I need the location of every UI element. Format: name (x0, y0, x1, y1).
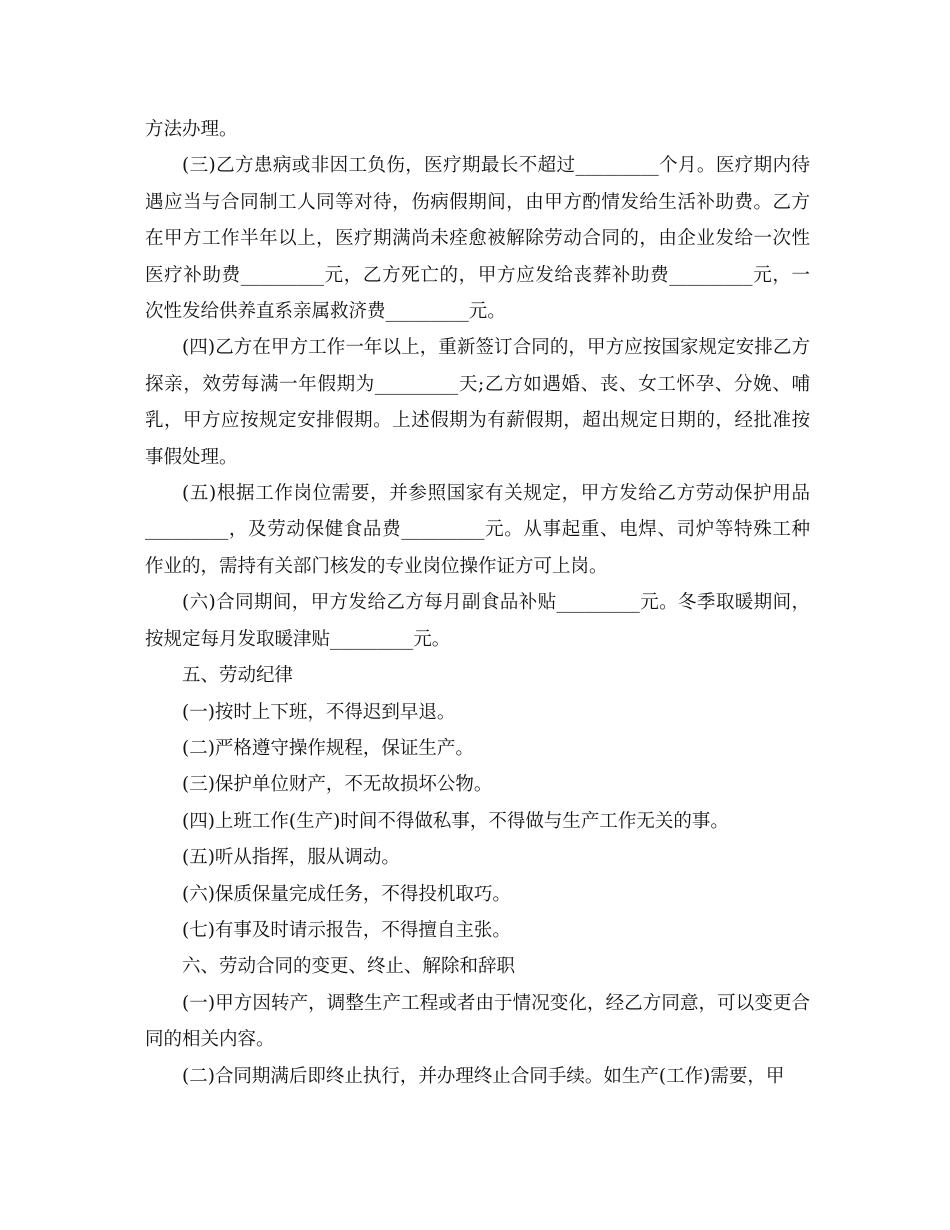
discipline-item-4: (四)上班工作(生产)时间不得做私事，不得做与生产工作无关的事。 (182, 810, 729, 832)
paragraph-protective-equipment: (五)根据工作岗位需要，并参照国家有关规定，甲方发给乙方劳动保护用品_________，及劳动保健食品费_________元。从事起重、电焊、司炉等特殊工种作业的，需持有关部门核发的专业岗位操作证方可上岗。 (145, 483, 810, 577)
contract-change-item-1: (一)甲方因转产，调整生产工程或者由于情况变化，经乙方同意，可以变更合同的相关内容。 (145, 992, 810, 1051)
paragraph-home-leave: (四)乙方在甲方工作一年以上，重新签订合同的，甲方应按国家规定安排乙方探亲，效劳每满一年假期为_________天;乙方如遇婚、丧、女工怀孕、分娩、哺乳，甲方应按规定安排假期。上述假期为有薪假期，超出规定日期的，经批准按事假处理。 (145, 337, 810, 468)
document-body (145, 112, 810, 1095)
discipline-item-2: (二)严格遵守操作规程，保证生产。 (182, 737, 474, 759)
discipline-item-6: (六)保质保量完成任务，不得投机取巧。 (182, 883, 511, 905)
contract-change-item-2: (二)合同期满后即终止执行，并办理终止合同手续。如生产(工作)需要，甲 (182, 1065, 785, 1087)
paragraph-sick-leave: (三)乙方患病或非因工负伤，医疗期最长不超过_________个月。医疗期内待遇应当与合同制工人同等对待，伤病假期间，由甲方酌情发给生活补助费。乙方在甲方工作半年以上，医疗期满尚未痊愈被解除劳动合同的，由企业发给一次性医疗补助费_________元，乙方死亡的，甲方应发给丧葬补助费_________元，一次性发给供养直系亲属救济费_________元。 (145, 155, 810, 323)
discipline-item-7: (七)有事及时请示报告，不得擅自主张。 (182, 919, 511, 941)
section-heading-labor-discipline: 五、劳动纪律 (182, 665, 294, 687)
discipline-item-3: (三)保护单位财产，不无故损坏公物。 (182, 774, 493, 796)
section-heading-contract-changes: 六、劳动合同的变更、终止、解除和辞职 (182, 956, 516, 978)
discipline-item-5: (五)听从指挥，服从调动。 (182, 847, 400, 869)
paragraph-continuation: 方法办理。 (145, 119, 238, 140)
paragraph-food-subsidy: (六)合同期间，甲方发给乙方每月副食品补贴_________元。冬季取暖期间，按规定每月发取暖津贴_________元。 (145, 592, 810, 650)
discipline-item-1: (一)按时上下班，不得迟到早退。 (182, 701, 456, 723)
